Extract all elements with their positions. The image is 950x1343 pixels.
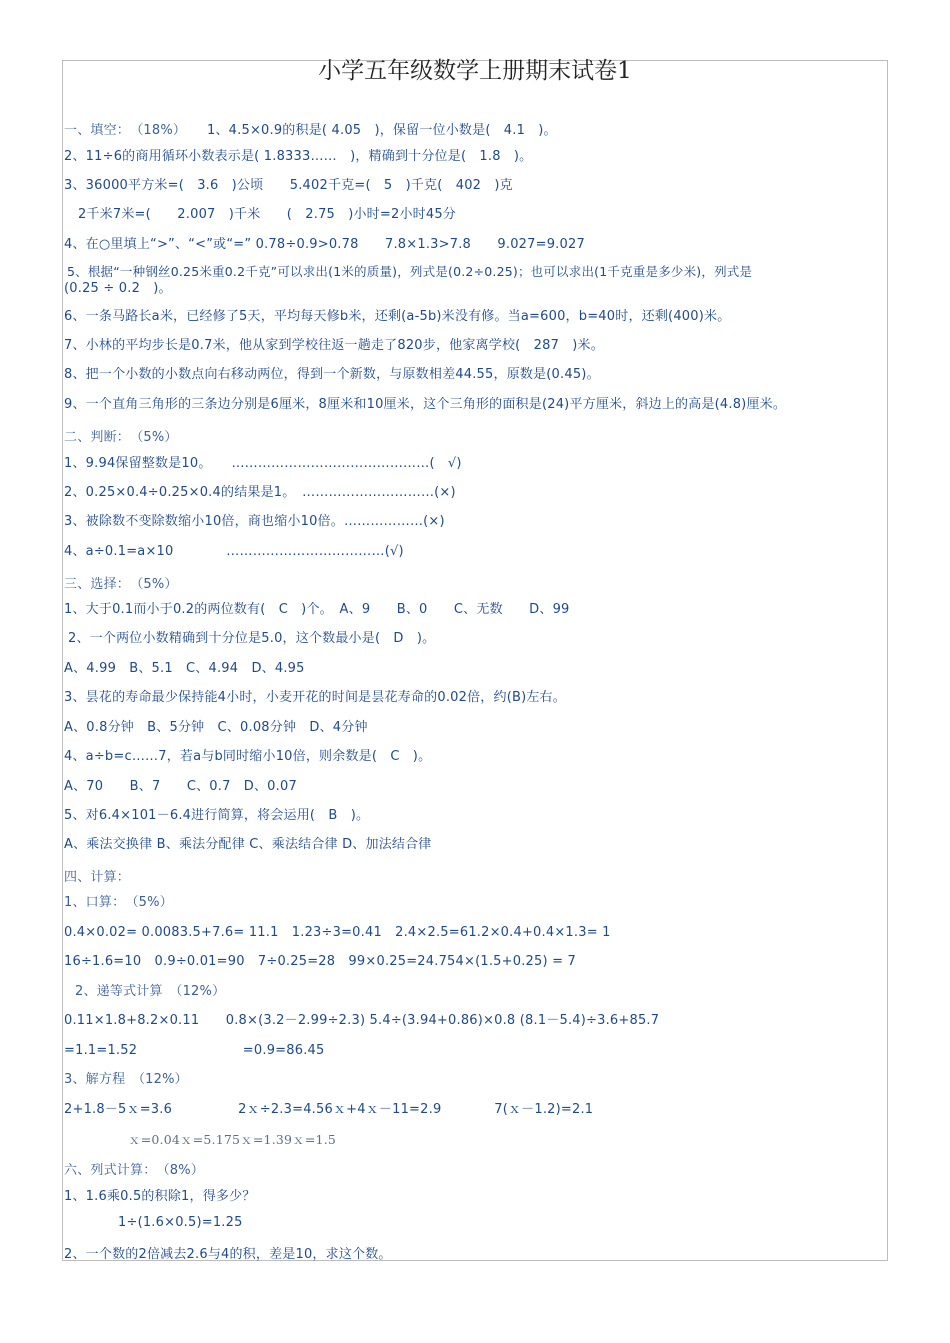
calc-oral-row-2: 16÷1.6=10 0.9÷0.01=90 7÷0.25=28 99×0.25=24.754×(1.5+0.25) = 7 bbox=[64, 954, 576, 969]
choice-question-5-options: A、乘法交换律 B、乘法分配律 C、乘法结合律 D、加法结合律 bbox=[64, 837, 432, 852]
judge-question-2: 2、0.25×0.4÷0.25×0.4的结果是1。 …………………………(×) bbox=[64, 485, 456, 500]
fill-question-6: 6、一条马路长a米，已经修了5天，平均每天修b米，还剩(a-5b)米没有修。当a=600，b=40时，还剩(400)米。 bbox=[64, 309, 731, 324]
fill-question-5: 5、根据“一种钢丝0.25米重0.2千克”可以求出(1米的质量)，列式是(0.2÷0.25)；也可以求出(1千克重是多少米)，列式是 bbox=[67, 264, 753, 279]
choice-question-2: 2、一个两位小数精确到十分位是5.0，这个数最小是( D )。 bbox=[68, 631, 436, 646]
fill-question-7: 7、小林的平均步长是0.7米，他从家到学校往返一趟走了820步，他家离学校( 287 )米。 bbox=[64, 338, 604, 353]
section-heading-calc: 四、计算： bbox=[64, 870, 131, 885]
fill-question-5b: (0.25 ÷ 0.2 )。 bbox=[64, 281, 172, 296]
page-title: 小学五年级数学上册期末试卷1 bbox=[318, 58, 632, 84]
choice-question-4: 4、a÷b=c……7，若a与b同时缩小10倍，则余数是( C )。 bbox=[64, 749, 432, 764]
choice-question-5: 5、对6.4×101－6.4进行简算，将会运用( B )。 bbox=[64, 808, 370, 823]
calc-step-heading: 2、递等式计算 （12%） bbox=[75, 984, 226, 999]
choice-question-1: 1、大于0.1而小于0.2的两位数有( C )个。 A、9 B、0 C、无数 D、99 bbox=[64, 602, 570, 617]
word-question-2: 2、一个数的2倍减去2.6与4的积，差是10，求这个数。 bbox=[64, 1247, 392, 1262]
fill-question-8: 8、把一个小数的小数点向右移动两位，得到一个新数，与原数相差44.55，原数是(0.45)。 bbox=[64, 367, 600, 382]
calc-step-answers: =1.1=1.52 =0.9=86.45 bbox=[64, 1043, 325, 1058]
calc-step-problems: 0.11×1.8+8.2×0.11 0.8×(3.2－2.99÷2.3) 5.4÷(3.94+0.86)×0.8 (8.1－5.4)÷3.6+85.7 bbox=[64, 1013, 660, 1028]
section-heading-fill: 一、填空： （18%） bbox=[64, 123, 187, 138]
calc-oral-heading: 1、口算： （5%） bbox=[64, 895, 173, 910]
calc-oral-row-1: 0.4×0.02= 0.0083.5+7.6= 11.1 1.23÷3=0.41 2.4×2.5=61.2×0.4+0.4×1.3= 1 bbox=[64, 925, 611, 940]
judge-question-4: 4、a÷0.1=a×10 ………………………………(√) bbox=[64, 544, 404, 559]
choice-question-3: 3、昙花的寿命最少保持能4小时，小麦开花的时间是昙花寿命的0.02倍，约(B)左右。 bbox=[64, 690, 566, 705]
fill-question-9: 9、一个直角三角形的三条边分别是6厘米，8厘米和10厘米，这个三角形的面积是(24)平方厘米，斜边上的高是(4.8)厘米。 bbox=[64, 397, 787, 412]
fill-question-3: 3、36000平方米=( 3.6 )公顷 5.402千克=( 5 )千克( 402 )克 bbox=[64, 178, 513, 193]
judge-question-1: 1、9.94保留整数是10。 ………………………………………( √) bbox=[64, 456, 462, 471]
calc-equation-heading: 3、解方程 （12%） bbox=[64, 1072, 188, 1087]
choice-question-3-options: A、0.8分钟 B、5分钟 C、0.08分钟 D、4分钟 bbox=[64, 720, 368, 735]
calc-equation-answers: ｘ=0.04ｘ=5.175ｘ=1.39ｘ=1.5 bbox=[128, 1132, 337, 1147]
fill-question-4: 4、在○里填上“>”、“<”或“=” 0.78÷0.9>0.78 7.8×1.3>7.8 9.027=9.027 bbox=[64, 237, 585, 252]
choice-question-2-options: A、4.99 B、5.1 C、4.94 D、4.95 bbox=[64, 661, 305, 676]
section-heading-word: 六、列式计算： （8%） bbox=[64, 1163, 205, 1178]
word-answer-1: 1÷(1.6×0.5)=1.25 bbox=[118, 1215, 243, 1230]
fill-question-1: 1、4.5×0.9的积是( 4.05 )，保留一位小数是( 4.1 )。 bbox=[207, 123, 557, 138]
fill-question-3b: 2千米7米=( 2.007 )千米 ( 2.75 )小时=2小时45分 bbox=[78, 207, 456, 222]
section-heading-choice: 三、选择： （5%） bbox=[64, 577, 178, 592]
calc-equation-problems: 2+1.8－5ｘ=3.6 2ｘ÷2.3=4.56ｘ+4ｘ－11=2.9 7(ｘ－1.2)=2.1 bbox=[64, 1102, 594, 1117]
section-heading-judge: 二、判断： （5%） bbox=[64, 430, 178, 445]
word-question-1: 1、1.6乘0.5的积除1，得多少？ bbox=[64, 1189, 256, 1204]
fill-question-2: 2、11÷6的商用循环小数表示是( 1.8333…… )，精确到十分位是( 1.8 )。 bbox=[64, 149, 533, 164]
judge-question-3: 3、被除数不变除数缩小10倍，商也缩小10倍。………………(×) bbox=[64, 514, 445, 529]
choice-question-4-options: A、70 B、7 C、0.7 D、0.07 bbox=[64, 779, 297, 794]
